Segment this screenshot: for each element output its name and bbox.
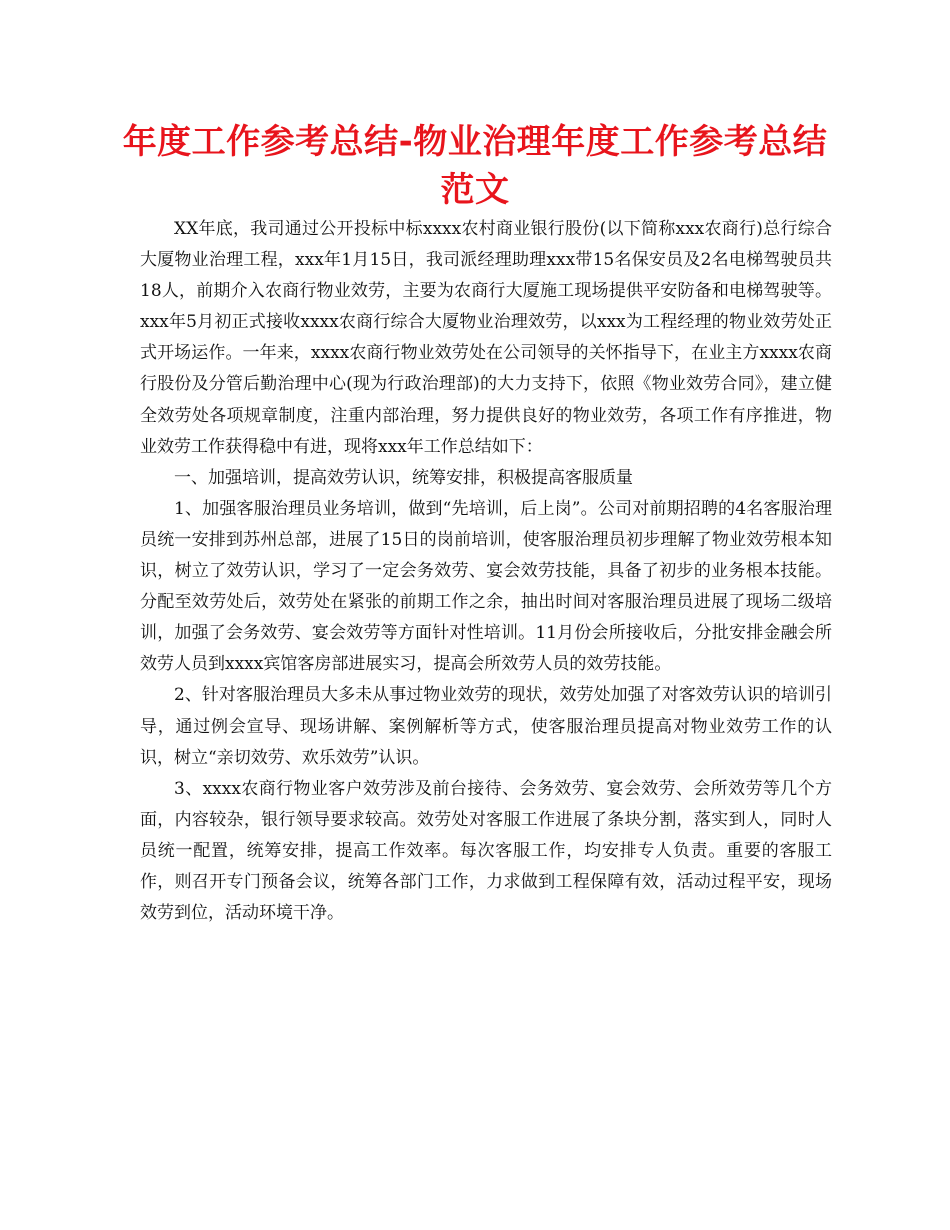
paragraph-intro: XX年底，我司通过公开投标中标xxxx农村商业银行股份(以下简称xxx农商行)总行综合大厦物业治理工程，xxx年1月15日，我司派经理助理xxx带15名保安员及2名电梯驾驶员共18人，前期介入农商行物业效劳，主要为农商行大厦施工现场提供平安防备和电梯驾驶等。xxx年5月初正式接收xxxx农商行综合大厦物业治理效劳，以xxx为工程经理的物业效劳处正式开场运作。一年来，xxxx农商行物业效劳处在公司领导的关怀指导下，在业主方xxxx农商行股份及分管后勤治理中心(现为行政治理部)的大力支持下，依照《物业效劳合同》，建立健全效劳处各项规章制度，注重内部治理，努力提供良好的物业效劳，各项工作有序推进，物业效劳工作获得稳中有进，现将xxx年工作总结如下： xyxy=(140,219,832,457)
section-heading-1: 一、加强培训，提高效劳认识，统筹安排，积极提高客服质量 xyxy=(174,467,633,488)
paragraph-item-3: 3、xxxx农商行物业客户效劳涉及前台接待、会务效劳、宴会效劳、会所效劳等几个方面，内容较杂，银行领导要求较高。效劳处对客服工作进展了条块分割，落实到人，同时人员统一配置，统筹安排，提高工作效率。每次客服工作，均安排专人负责。重要的客服工作，则召开专门预备会议，统筹各部门工作，力求做到工程保障有效，活动过程平安，现场效劳到位，活动环境干净。 xyxy=(140,778,832,924)
document-body xyxy=(140,214,832,929)
document-title: 年度工作参考总结-物业治理年度工作参考总结范文 xyxy=(122,122,828,210)
paragraph-item-2: 2、针对客服治理员大多未从事过物业效劳的现状，效劳处加强了对客效劳认识的培训引导，通过例会宣导、现场讲解、案例解析等方式，使客服治理员提高对物业效劳工作的认识，树立“亲切效劳、欢乐效劳”认识。 xyxy=(140,685,832,768)
paragraph-item-1: 1、加强客服治理员业务培训，做到“先培训，后上岗”。公司对前期招聘的4名客服治理员统一安排到苏州总部，进展了15日的岗前培训，使客服治理员初步理解了物业效劳根本知识，树立了效劳认识，学习了一定会务效劳、宴会效劳技能，具备了初步的业务根本技能。分配至效劳处后，效劳处在紧张的前期工作之余，抽出时间对客服治理员进展了现场二级培训，加强了会务效劳、宴会效劳等方面针对性培训。11月份会所接收后，分批安排金融会所效劳人员到xxxx宾馆客房部进展实习，提高会所效劳人员的效劳技能。 xyxy=(140,498,832,675)
